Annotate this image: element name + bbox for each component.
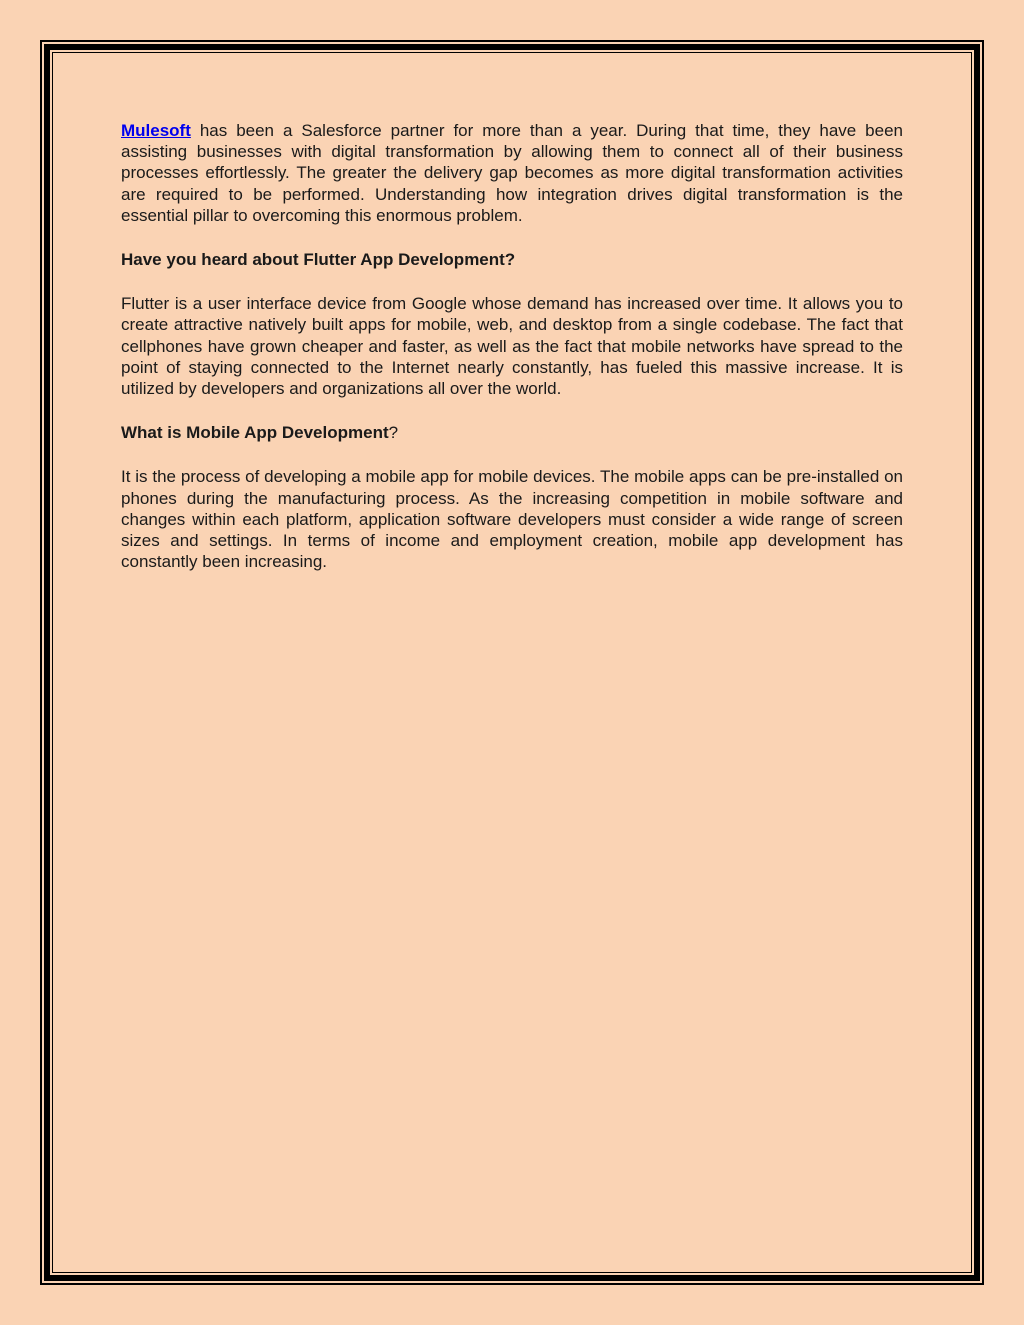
- document-body: [121, 120, 903, 572]
- mobile-app-heading: [121, 422, 903, 443]
- intro-paragraph-text: has been a Salesforce partner for more than a year. During that time, they have been assisting businesses with digital transformation by allowing them to connect all of their business processes effortlessly. The greater the delivery gap becomes as more digital transformation activities are required to be performed. Understanding how integration drives digital transformation is the essential pillar to overcoming this enormous problem.: [121, 121, 903, 225]
- mobile-app-paragraph: It is the process of developing a mobile app for mobile devices. The mobile apps can be pre-installed on phones during the manufacturing process. As the increasing competition in mobile software and changes within each platform, application software developers must consider a wide range of screen sizes and settings. In terms of income and employment creation, mobile app development has constantly been increasing.: [121, 467, 903, 572]
- flutter-paragraph: Flutter is a user interface device from Google whose demand has increased over time. It allows you to create attractive natively built apps for mobile, web, and desktop from a single codebase. The fact that cellphones have grown cheaper and faster, as well as the fact that mobile networks have spread to the point of staying connected to the Internet nearly constantly, has fueled this massive increase. It is utilized by developers and organizations all over the world.: [121, 294, 903, 399]
- mobile-app-heading-text: What is Mobile App Development: [121, 423, 389, 443]
- spacer: [121, 226, 903, 249]
- spacer: [121, 443, 903, 466]
- flutter-heading: Have you heard about Flutter App Development?: [121, 250, 516, 270]
- mulesoft-link[interactable]: Mulesoft: [121, 121, 191, 140]
- spacer: [121, 399, 903, 422]
- spacer: [121, 270, 903, 293]
- intro-paragraph: [121, 120, 903, 226]
- mobile-app-heading-suffix: ?: [388, 423, 399, 443]
